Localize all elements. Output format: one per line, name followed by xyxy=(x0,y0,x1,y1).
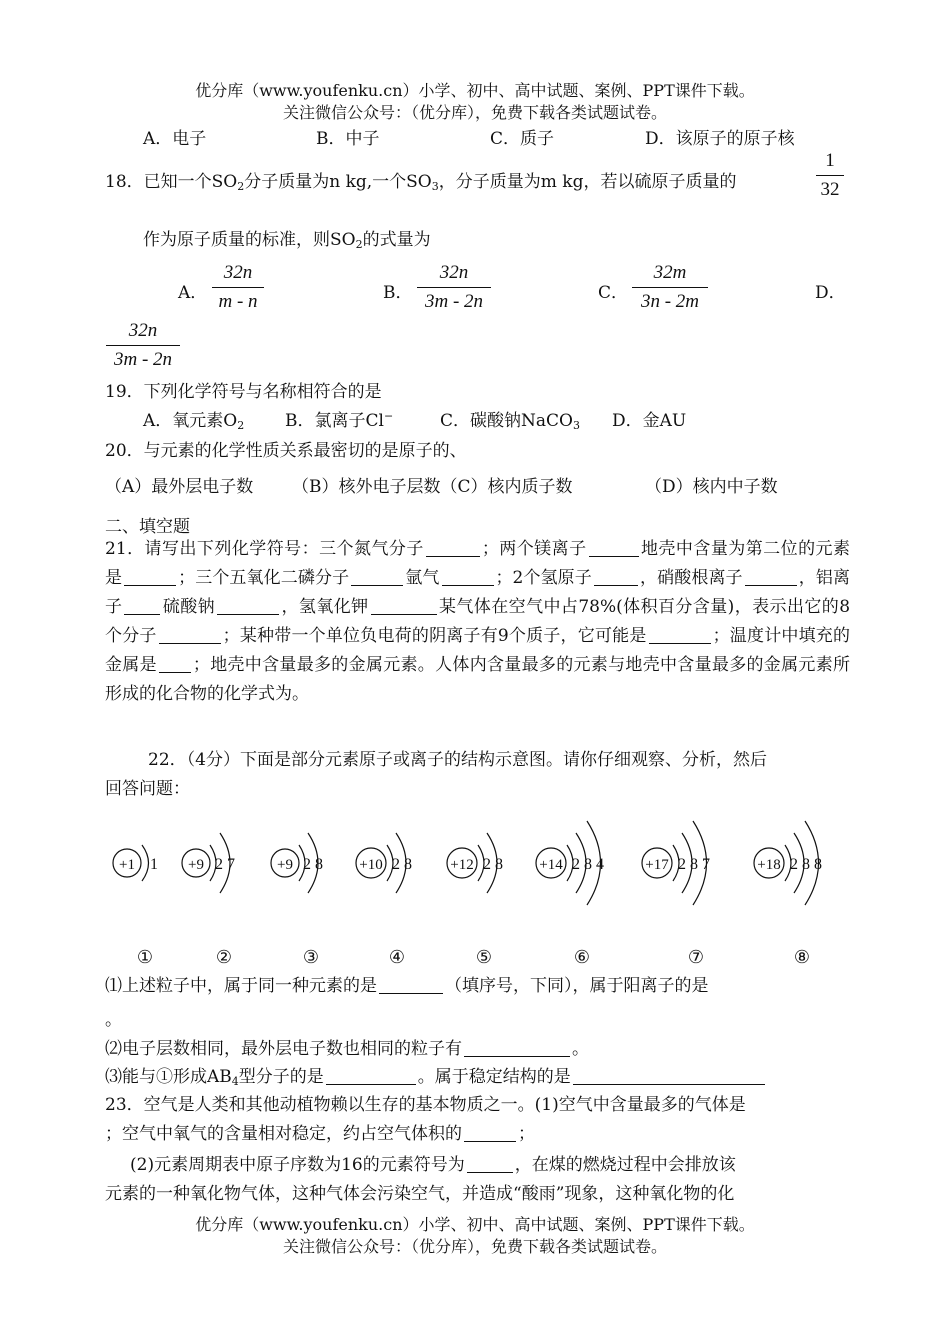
q20-option-b-c: （B）核外电子层数（C）核内质子数 xyxy=(292,477,573,497)
q20-option-d: （D）核内中子数 xyxy=(645,477,778,497)
q22-sub-3: ⑶能与①形成$AB_4$型分子的是 。属于稳定结构的是 xyxy=(105,1062,767,1088)
nucleus-label: +12 xyxy=(450,857,474,873)
particle-label-7: ⑦ xyxy=(687,947,705,968)
q18-label-b: B． xyxy=(383,283,413,303)
shell-electrons: 1 xyxy=(150,856,158,873)
answer-blank[interactable] xyxy=(464,1124,516,1142)
q19-option-c: C．碳酸钠NaCO$_3$ xyxy=(440,411,580,432)
particle-4-diagram xyxy=(356,833,412,893)
header-line-2: 关注微信公众号：（优分库），免费下载各类试题试卷。 xyxy=(282,103,667,122)
particle-label-5: ⑤ xyxy=(475,947,493,968)
q18-option-b-fraction: 32n 3m - 2n xyxy=(417,262,491,313)
q21-paragraph: 21．请写出下列化学符号：三个氮气分子 ；两个镁离子 地壳中含量为第二位的元素是 ；三个五氧化二磷分子 氩气 ；2个氢原子 ，硝酸根离子 ，铝离子 硫酸钠 ，氢氧化钾 某气体在空气中占78%(体积百分含量)，表示出它的8个分子 ；某种带一个单位负电荷的阴离子有9个质子，它可能是 ；温度计中填充的金属是 ；地壳中含量最多的金属元素。人体内含量最多的元素与地壳中含量最多的金属元素所形成的化合物的化学式为。 xyxy=(105,539,851,704)
answer-blank[interactable] xyxy=(124,597,160,615)
q17-option-d: D．该原子的原子核 xyxy=(645,129,795,149)
particle-label-8: ⑧ xyxy=(793,947,811,968)
q17-option-c: C．质子 xyxy=(490,129,555,149)
answer-blank[interactable] xyxy=(159,626,221,644)
shell-electrons: 2 7 xyxy=(215,856,235,873)
q19-option-d: D．金AU xyxy=(612,411,687,431)
header-line-1: 优分库（www.youfenku.cn）小学、初中、高中试题、案例、PPT课件下载。 xyxy=(195,81,755,100)
particle-6-diagram xyxy=(536,821,604,905)
answer-blank[interactable] xyxy=(124,568,176,586)
q17-option-b: B．中子 xyxy=(316,129,380,149)
particle-3-diagram xyxy=(271,833,323,893)
q18-option-d-fraction: 32n 3m - 2n xyxy=(106,320,180,371)
q18-stem: 18．已知一个$SO_2$分子质量为n kg,一个$SO_3$，分子质量为m kg，若以硫原子质量的 xyxy=(105,172,737,193)
shell-electrons: 2 8 4 xyxy=(572,856,604,873)
atomic-structure-diagrams xyxy=(100,815,840,975)
answer-blank[interactable] xyxy=(326,1067,416,1085)
particle-7-diagram xyxy=(642,821,710,905)
q23-line-2: ；空气中氧气的含量相对稳定，约占空气体积的 ； xyxy=(105,1124,535,1144)
q23-line-3: (2)元素周期表中原子序数为16的元素符号为 ，在煤的燃烧过程中会排放该 xyxy=(130,1155,736,1175)
particle-2-diagram xyxy=(182,833,235,893)
q18-option-a-fraction: 32n m - n xyxy=(212,262,264,313)
particle-1-diagram xyxy=(113,845,158,881)
answer-blank[interactable] xyxy=(649,626,711,644)
q19-option-a: A．氧元素$O_2$ xyxy=(143,411,245,432)
q22-stem-2: 回答问题： xyxy=(105,779,190,799)
answer-blank[interactable] xyxy=(217,597,279,615)
shell-electrons: 2 8 8 xyxy=(790,856,822,873)
shell-electrons: 2 8 xyxy=(303,856,323,873)
nucleus-label: +1 xyxy=(119,857,135,873)
q22-stem-1: 22．（4分）下面是部分元素原子或离子的结构示意图。请你仔细观察、分析，然后 xyxy=(148,750,767,770)
shell-electrons: 2 8 7 xyxy=(678,856,710,873)
q22-sub-1-end: 。 xyxy=(105,1010,122,1030)
q18-label-d: D． xyxy=(815,283,846,303)
footer-line-2: 关注微信公众号：（优分库），免费下载各类试题试卷。 xyxy=(282,1237,667,1256)
q20-option-a: （A）最外层电子数 xyxy=(105,477,254,497)
nucleus-label: +18 xyxy=(757,857,781,873)
q20-stem: 20．与元素的化学性质关系最密切的是原子的、 xyxy=(105,441,467,461)
nucleus-label: +9 xyxy=(188,857,204,873)
nucleus-label: +9 xyxy=(277,857,293,873)
particle-5-diagram xyxy=(447,833,503,893)
footer-line-1: 优分库（www.youfenku.cn）小学、初中、高中试题、案例、PPT课件下载。 xyxy=(195,1215,755,1234)
particle-8-diagram xyxy=(754,821,822,905)
q18-fraction-1-32: 1 32 xyxy=(816,150,844,201)
answer-blank[interactable] xyxy=(371,597,437,615)
particle-label-1: ① xyxy=(136,947,154,968)
particle-label-3: ③ xyxy=(302,947,320,968)
answer-blank[interactable] xyxy=(442,568,494,586)
answer-blank[interactable] xyxy=(351,568,403,586)
q22-sub-1: ⑴上述粒子中，属于同一种元素的是 （填序号，下同），属于阳离子的是 xyxy=(105,976,709,996)
particle-label-4: ④ xyxy=(388,947,406,968)
particle-label-2: ② xyxy=(215,947,233,968)
answer-blank[interactable] xyxy=(159,655,191,673)
q17-option-a: A．电子 xyxy=(143,129,207,149)
nucleus-label: +17 xyxy=(645,857,669,873)
q18-label-c: C． xyxy=(598,283,629,303)
q22-sub-2: ⑵电子层数相同，最外层电子数也相同的粒子有 。 xyxy=(105,1039,589,1059)
shell-electrons: 2 8 xyxy=(483,856,503,873)
answer-blank[interactable] xyxy=(594,568,638,586)
particle-label-6: ⑥ xyxy=(573,947,591,968)
q18-label-a: A． xyxy=(178,283,208,303)
q23-line-4: 元素的一种氧化物气体，这种气体会污染空气，并造成“酸雨”现象，这种氧化物的化 xyxy=(105,1184,735,1204)
q18-stem-2: 作为原子质量的标准，则$SO_2$的式量为 xyxy=(143,230,431,251)
answer-blank[interactable] xyxy=(379,976,443,994)
q19-stem: 19．下列化学符号与名称相符合的是 xyxy=(105,382,382,402)
answer-blank[interactable] xyxy=(426,539,480,557)
answer-blank[interactable] xyxy=(573,1067,765,1085)
answer-blank[interactable] xyxy=(467,1155,513,1173)
answer-blank[interactable] xyxy=(589,539,639,557)
q18-option-c-fraction: 32m 3n - 2m xyxy=(632,262,708,313)
q23-line-1: 23．空气是人类和其他动植物赖以生存的基本物质之一。(1)空气中含量最多的气体是 xyxy=(105,1095,746,1115)
section-title: 二、填空题 xyxy=(105,517,190,537)
nucleus-label: +10 xyxy=(359,857,383,873)
answer-blank[interactable] xyxy=(745,568,797,586)
answer-blank[interactable] xyxy=(464,1039,570,1057)
shell-electrons: 2 8 xyxy=(392,856,412,873)
nucleus-label: +14 xyxy=(539,857,563,873)
q19-option-b: B．氯离子Cl− xyxy=(285,409,394,431)
